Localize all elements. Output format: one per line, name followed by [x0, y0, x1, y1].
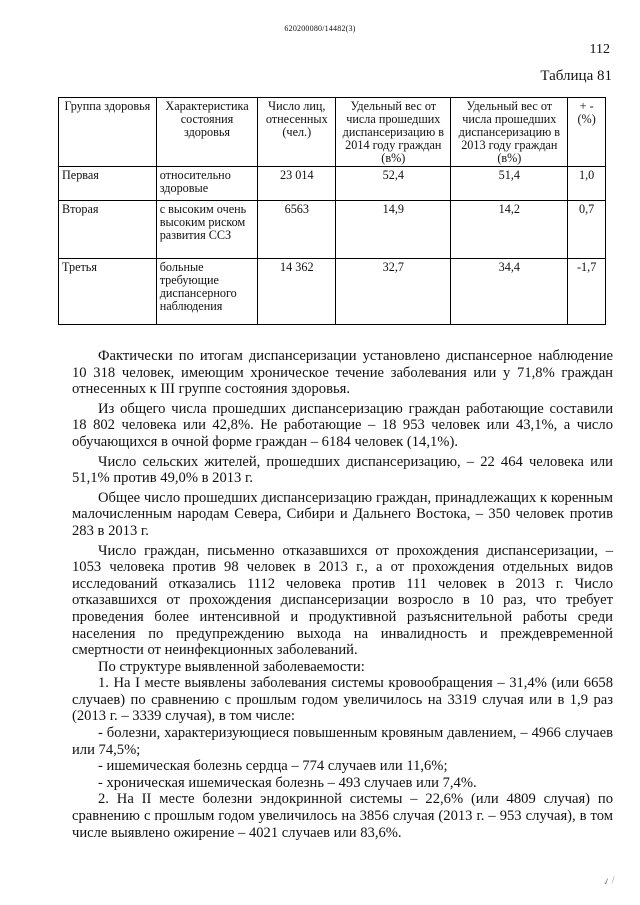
- paragraph: Число граждан, письменно отказавшихся от прохождения диспансеризации, – 1053 человека против 98 человек в 2013 г., а от прохождения отдельных видов исследований отказались 1112 человека против 111 человек в 2013 г. Число отказавшихся от прохождения диспансеризации возросло в 10 раз, что требует проведения более интенсивной и продуктивной разъяснительной работы среди населения по предупреждению выхода на инвалидность и преждевременной смертности от неинфекционных заболеваний.: [72, 542, 613, 659]
- cell-share-2013: 51,4: [451, 167, 568, 201]
- cell-share-2014: 32,7: [336, 259, 451, 325]
- paragraph: Из общего числа прошедших диспансеризацию граждан работающие составили 18 802 человека или 42,8%. Не работающие – 18 953 человек или 43,1%, а число обучающихся в очной форме граждан – 6184 человек (14,1%).: [72, 400, 613, 450]
- page-number: 112: [589, 42, 610, 57]
- cell-count: 23 014: [258, 167, 336, 201]
- table-label: Таблица 81: [540, 68, 612, 84]
- cell-share-2014: 52,4: [336, 167, 451, 201]
- body-text: [72, 348, 613, 841]
- header-share-2014: Удельный вес от числа прошедших диспансеризацию в 2014 году граждан (в%): [336, 98, 451, 167]
- paragraph: По структуре выявленной заболеваемости:: [98, 658, 365, 675]
- cell-diff: 0,7: [568, 201, 606, 259]
- cell-group: Вторая: [59, 201, 157, 259]
- list-item: - хроническая ишемическая болезнь – 493 случаев или 7,4%.: [98, 774, 477, 791]
- table-row: [59, 259, 606, 325]
- header-count: Число лиц, отнесенных (чел.): [258, 98, 336, 167]
- cell-characteristic: больные требующие диспансерного наблюдения: [156, 259, 258, 325]
- list-item: - ишемическая болезнь сердца – 774 случаев или 11,6%;: [98, 758, 448, 775]
- cell-share-2013: 34,4: [451, 259, 568, 325]
- cell-share-2014: 14,9: [336, 201, 451, 259]
- cell-characteristic: с высоким очень высоким риском развития ССЗ: [156, 201, 258, 259]
- health-groups-table: [58, 97, 606, 325]
- table-header-row: [59, 98, 606, 167]
- cell-share-2013: 14,2: [451, 201, 568, 259]
- cell-group: Третья: [59, 259, 157, 325]
- header-characteristic: Характеристика состояния здоровья: [156, 98, 258, 167]
- header-group: Группа здоровья: [59, 98, 157, 167]
- cell-characteristic: относительно здоровые: [156, 167, 258, 201]
- document-id: 620200080/14482(3): [284, 24, 356, 33]
- handwritten-mark: ✓ ⁄: [601, 874, 616, 888]
- table-row: [59, 167, 606, 201]
- cell-count: 14 362: [258, 259, 336, 325]
- header-share-2013: Удельный вес от числа прошедших диспансеризацию в 2013 году граждан (в%): [451, 98, 568, 167]
- cell-diff: -1,7: [568, 259, 606, 325]
- header-diff: + - (%): [568, 98, 606, 167]
- paragraph: Число сельских жителей, прошедших диспансеризацию, – 22 464 человека или 51,1% против 49,0% в 2013 г.: [72, 453, 613, 487]
- table-row: [59, 201, 606, 259]
- paragraph: Общее число прошедших диспансеризацию граждан, принадлежащих к коренным малочисленным народам Севера, Сибири и Дальнего Востока, – 350 человек против 283 в 2013 г.: [72, 489, 613, 539]
- cell-count: 6563: [258, 201, 336, 259]
- list-item: - болезни, характеризующиеся повышенным кровяным давлением, – 4966 случаев или 74,5%;: [72, 725, 613, 758]
- paragraph: Фактически по итогам диспансеризации установлено диспансерное наблюдение 10 318 человек, имеющим хроническое течение заболевания или у 71,8% граждан отнесенных к III группе состояния здоровья.: [72, 348, 613, 398]
- cell-diff: 1,0: [568, 167, 606, 201]
- paragraph: 1. На I месте выявлены заболевания системы кровообращения – 31,4% (или 6658 случаев) по сравнению с прошлым годом увеличилось на 3319 случая или в 1,9 раз (2013 г. – 3339 случая), в том числе:: [72, 675, 613, 725]
- paragraph: 2. На II месте болезни эндокринной системы – 22,6% (или 4809 случая) по сравнению с прошлым годом увеличилось на 3856 случая (2013 г. – 953 случая), в том числе выявлено ожирение – 4021 случаев или 83,6%.: [72, 791, 613, 841]
- cell-group: Первая: [59, 167, 157, 201]
